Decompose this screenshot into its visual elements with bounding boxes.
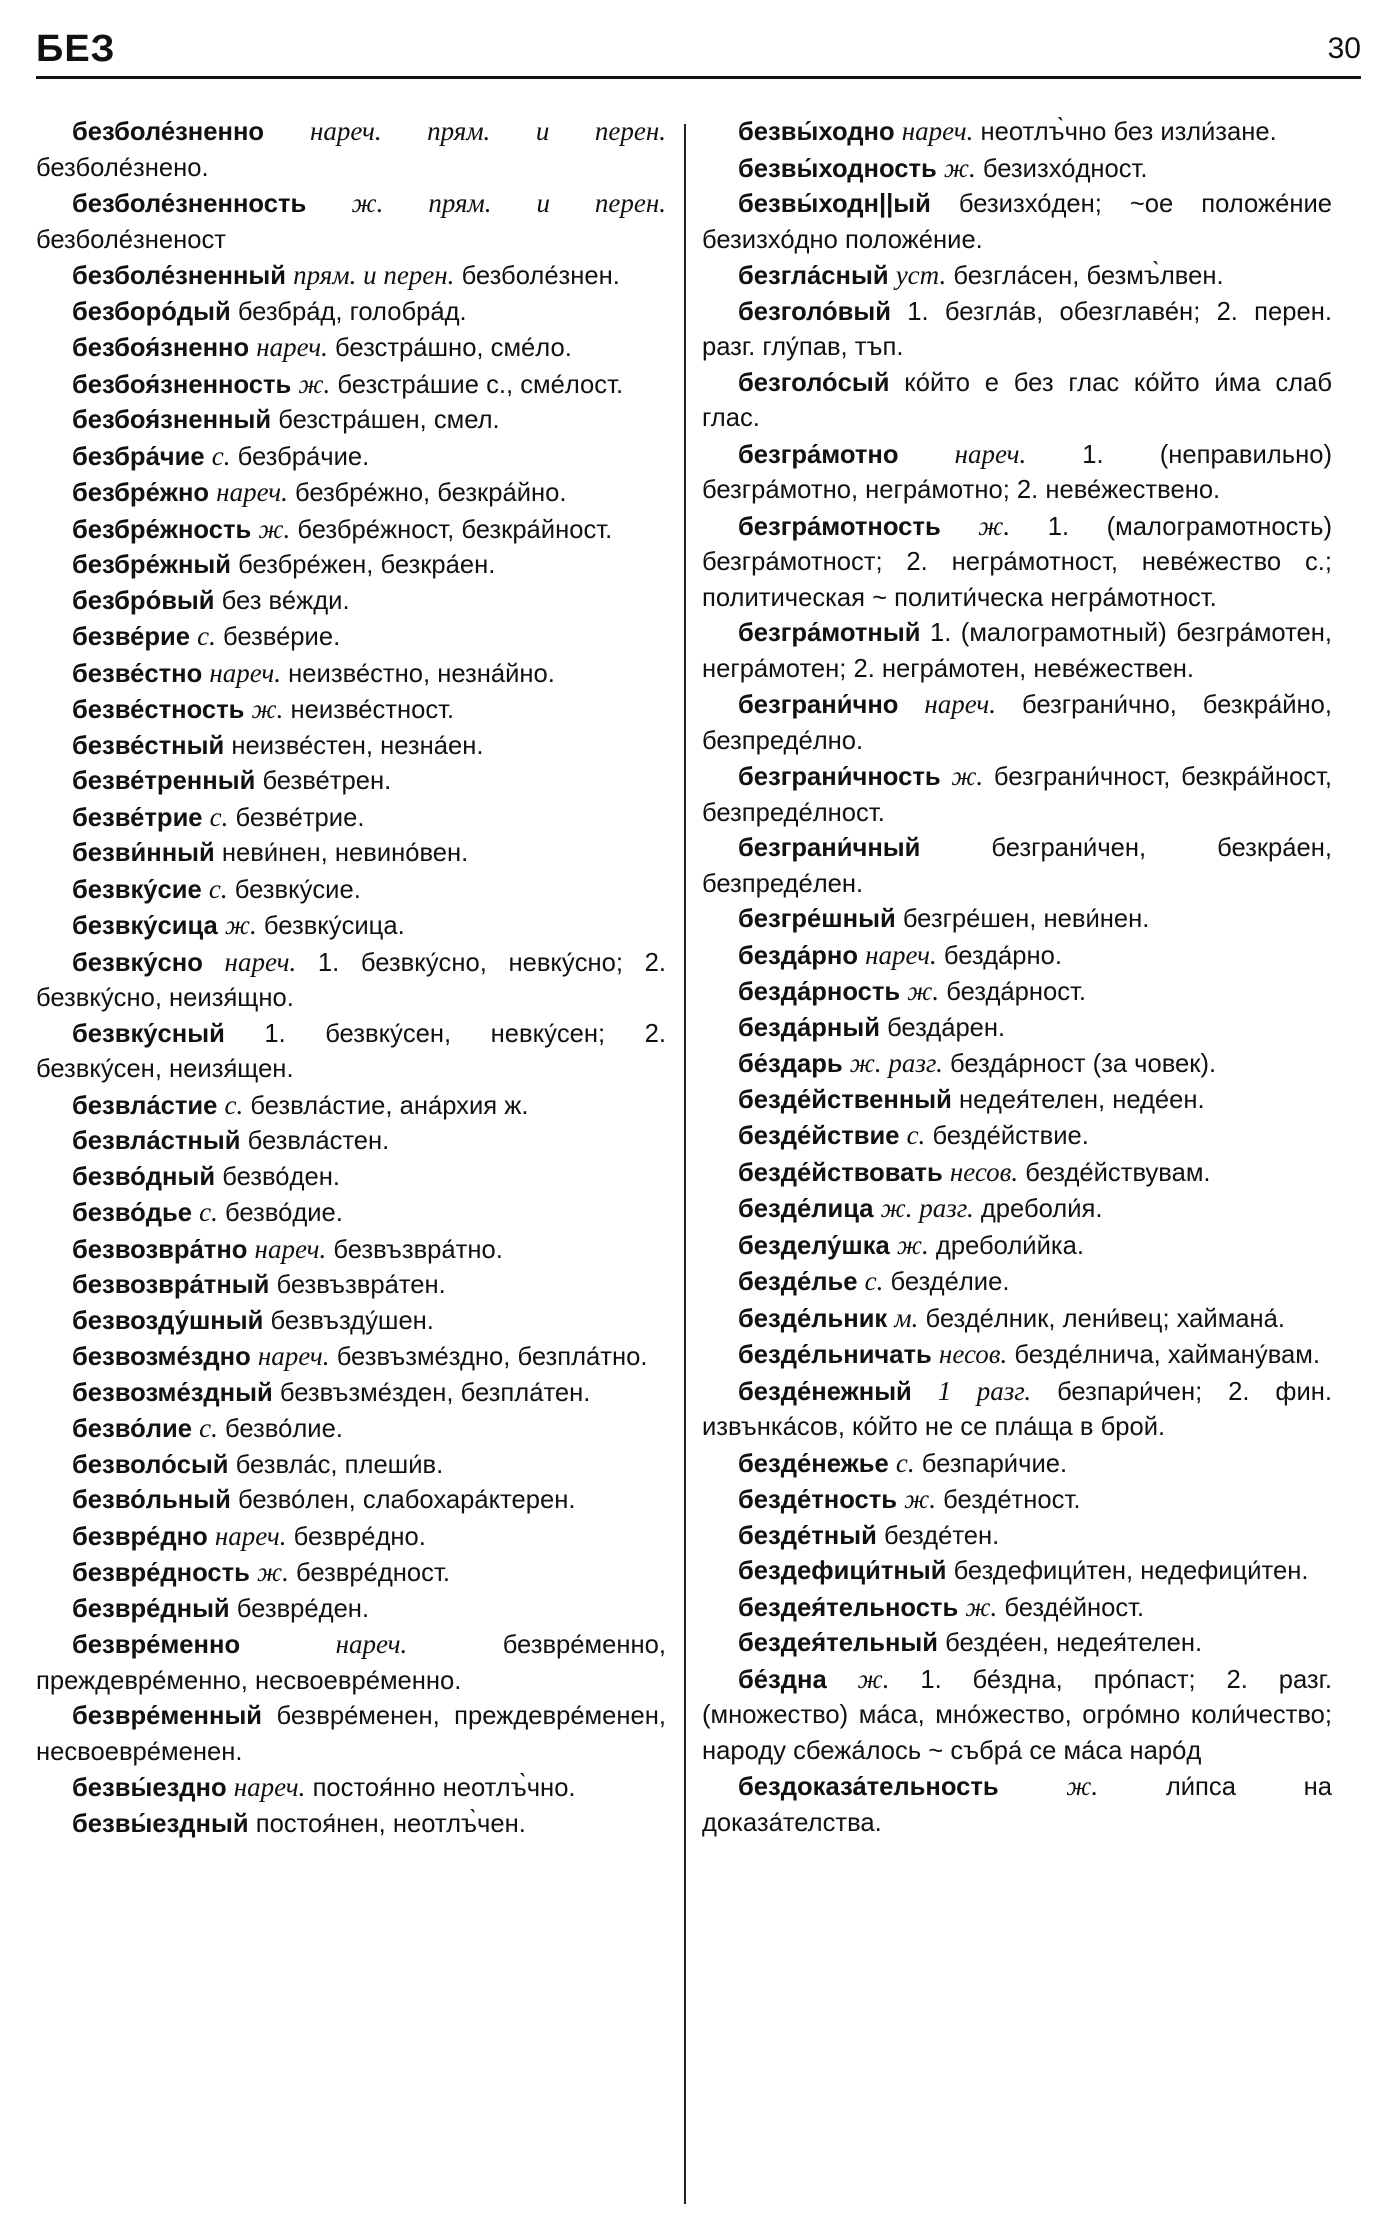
dictionary-entry: [36, 1483, 666, 1519]
translation: безде́лие.: [890, 1268, 1010, 1296]
dictionary-entry: [702, 1446, 1332, 1483]
translation: безгре́шен, неви́нен.: [902, 905, 1150, 933]
translation: безда́рност (за човек).: [949, 1050, 1217, 1078]
dictionary-entry: [36, 475, 666, 512]
dictionary-entry: [36, 836, 666, 872]
translation: безво́дие.: [225, 1199, 343, 1227]
dictionary-entry: [36, 1411, 666, 1448]
grammar-label: несов.: [938, 1339, 1008, 1369]
dictionary-entry: [702, 1626, 1332, 1662]
headword: безвку́сный: [72, 1019, 225, 1048]
dictionary-entry: [36, 1770, 666, 1807]
grammar-label: ж.: [978, 510, 1011, 541]
grammar-label: ж. прям. и перен.: [351, 188, 666, 218]
headword: безвы́ездно: [72, 1774, 227, 1802]
headword: безве́стно: [72, 659, 203, 688]
dictionary-entry: [36, 1448, 666, 1484]
dictionary-entry: [702, 1046, 1332, 1083]
translation: неви́нен, невино́вен.: [221, 839, 469, 867]
dictionary-entry: [36, 584, 666, 620]
right-column: [702, 114, 1332, 1841]
headword: безда́рно: [738, 941, 858, 970]
translation: безграни́чност, безкра́йност, безпреде́лност.: [702, 763, 1332, 827]
translation: безде́йност.: [1004, 1593, 1145, 1622]
dictionary-entry: [36, 295, 666, 331]
headword: безде́нежье: [738, 1449, 889, 1478]
headword: безборо́дый: [72, 297, 231, 326]
dictionary-entry: [702, 258, 1332, 295]
headword: безбоя́зненно: [72, 334, 250, 362]
translation: безве́рие.: [222, 623, 341, 651]
grammar-label: прям. и перен.: [293, 260, 455, 290]
translation: безвла́стен.: [247, 1127, 390, 1155]
headword: безбоя́зненный: [72, 406, 272, 434]
translation: дреболи́я.: [980, 1195, 1103, 1223]
dictionary-entry: [702, 1228, 1332, 1265]
headword: безвозвра́тно: [72, 1235, 248, 1264]
dictionary-entry: [36, 1339, 666, 1376]
headword: безголо́сый: [738, 368, 890, 397]
headword: безболе́зненно: [72, 118, 265, 146]
headword: безде́тный: [738, 1521, 877, 1550]
translation: 1. безвку́сен, невку́сен; 2. безвку́сен, неизя́щен.: [36, 1019, 666, 1083]
grammar-label: ж. разг.: [880, 1193, 974, 1223]
dictionary-entry: [702, 1301, 1332, 1338]
dictionary-entry: [36, 800, 666, 837]
translation: безвъзме́здно, безпла́тно.: [336, 1343, 648, 1371]
headword: безбре́жность: [72, 515, 252, 544]
translation: 1. (неправильно) безгра́мотно, негра́мотно; 2. неве́жествено.: [702, 440, 1332, 504]
grammar-label: нареч.: [954, 438, 1027, 469]
translation: безизхо́ден; ~ое положе́ние безизхо́дно положе́ние.: [702, 190, 1332, 254]
translation: безде́лник, лени́вец; хаймана́.: [925, 1304, 1286, 1333]
headword: безде́йственный: [738, 1085, 952, 1114]
running-head: БЕЗ: [36, 28, 129, 71]
grammar-label: ж.: [251, 694, 284, 724]
translation: безвъзвра́тен.: [276, 1271, 446, 1299]
translation: безде́ен, недея́телен.: [945, 1629, 1203, 1657]
translation: безво́лие.: [225, 1415, 343, 1443]
dictionary-entry: [702, 295, 1332, 366]
translation: безде́тен.: [883, 1521, 1000, 1550]
grammar-label: ж.: [904, 1484, 937, 1514]
translation: безболе́знено.: [36, 153, 209, 182]
dictionary-entry: [702, 1519, 1332, 1555]
grammar-label: ж.: [224, 910, 257, 940]
translation: безбре́жност, безкра́йност.: [297, 515, 613, 544]
headword: безграни́чно: [738, 691, 899, 719]
headword: безвку́сно: [72, 948, 203, 977]
grammar-label: ж.: [907, 976, 940, 1006]
dictionary-entry: [36, 367, 666, 404]
headword: безвре́дность: [72, 1559, 250, 1587]
translation: неизве́стност.: [290, 696, 455, 724]
headword: безво́лие: [72, 1415, 193, 1443]
translation: безвре́ден.: [236, 1594, 370, 1623]
dictionary-entry: [36, 1124, 666, 1160]
dictionary-entry: [36, 1088, 666, 1125]
translation: ко́йто е без глас ко́йто и́ма слаб глас.: [702, 368, 1332, 432]
translation: безизхо́дност.: [982, 154, 1148, 183]
translation: недея́телен, неде́ен.: [959, 1085, 1205, 1114]
translation: ли́пса на доказа́телства.: [702, 1773, 1332, 1837]
headword: безвозме́здный: [72, 1378, 273, 1407]
dictionary-entry: [36, 512, 666, 549]
translation: бездефици́тен, недефици́тен.: [953, 1557, 1309, 1585]
dictionary-entry: [36, 1519, 666, 1556]
translation: безвку́сица.: [263, 912, 405, 940]
translation: безвъзвра́тно.: [333, 1235, 503, 1264]
dictionary-entry: [36, 548, 666, 584]
headword: безда́рность: [738, 978, 901, 1006]
grammar-label: нареч.: [214, 1520, 287, 1551]
headword: безвла́стие: [72, 1091, 218, 1120]
dictionary-entry: [702, 437, 1332, 509]
dictionary-entry: [702, 187, 1332, 258]
headword: безвозду́шный: [72, 1306, 264, 1335]
headword: безве́рие: [72, 623, 190, 651]
grammar-label: ж.: [857, 1663, 890, 1694]
translation: безбре́жен, безкра́ен.: [238, 551, 496, 579]
translation: безвре́дно.: [293, 1522, 426, 1551]
translation: безвре́дност.: [296, 1559, 450, 1587]
headword: безда́рный: [738, 1013, 880, 1042]
translation: безде́йствувам.: [1025, 1158, 1211, 1187]
translation: безвла́с, плеши́в.: [235, 1450, 444, 1479]
dictionary-entry: [702, 1374, 1332, 1446]
translation: безвъзду́шен.: [270, 1306, 434, 1335]
dictionary-entry: [36, 330, 666, 367]
grammar-label: несов.: [949, 1156, 1019, 1187]
dictionary-entry: [702, 1769, 1332, 1841]
translation: безве́трен.: [262, 767, 392, 795]
dictionary-entry: [702, 1118, 1332, 1155]
grammar-label: нареч.: [224, 946, 297, 977]
translation: без ве́жди.: [221, 586, 350, 615]
headword: безве́тренный: [72, 767, 256, 795]
headword: безве́стный: [72, 731, 225, 760]
translation: безбра́д, голобра́д.: [237, 297, 467, 326]
headword: безбра́чие: [72, 442, 205, 471]
dictionary-entry: [702, 151, 1332, 188]
page-number: 30: [1314, 32, 1361, 66]
headword: безгла́сный: [738, 262, 889, 290]
grammar-label: ж.: [1066, 1771, 1099, 1801]
grammar-label: ж.: [943, 152, 976, 183]
translation: безболе́зненост: [36, 225, 226, 254]
grammar-label: с.: [199, 1413, 218, 1443]
translation: безда́рно.: [943, 941, 1062, 970]
headword: безгра́мотно: [738, 440, 899, 469]
translation: безстра́шен, смел.: [278, 406, 500, 434]
translation: постоя́нен, неотлъ̀чен.: [255, 1809, 526, 1838]
dictionary-entry: [702, 687, 1332, 759]
translation: безвла́стие, ана́рхия ж.: [250, 1091, 529, 1120]
dictionary-entry: [702, 1155, 1332, 1192]
translation: неизве́стно, незна́йно.: [288, 659, 555, 688]
translation: безвре́менен, преждевре́менен, несвоевре́менен.: [36, 1702, 666, 1766]
headword: безде́льничать: [738, 1341, 932, 1369]
dictionary-entry: [36, 1304, 666, 1340]
grammar-label: уст.: [895, 260, 947, 290]
headword: безви́нный: [72, 839, 215, 867]
dictionary-entry: [702, 114, 1332, 151]
dictionary-entry: [36, 258, 666, 295]
headword: безде́йствовать: [738, 1158, 943, 1187]
dictionary-entry: [36, 692, 666, 729]
headword: бе́здна: [738, 1665, 827, 1694]
grammar-label: с.: [199, 1197, 218, 1227]
dictionary-entry: [36, 114, 666, 186]
translation: постоя́нно неотлъ̀чно.: [312, 1774, 576, 1802]
headword: безгре́шный: [738, 905, 896, 933]
translation: безгла́сен, безмъ̀лвен.: [953, 262, 1224, 290]
headword: безвы́ходность: [738, 154, 937, 183]
dictionary-entry: [36, 1627, 666, 1699]
headword: безволо́сый: [72, 1450, 229, 1479]
translation: безда́рност.: [946, 978, 1087, 1006]
grammar-label: нареч.: [924, 689, 997, 719]
headword: безвы́ходно: [738, 118, 895, 146]
grammar-label: 1 разг.: [937, 1375, 1032, 1406]
headword: безде́йствие: [738, 1122, 900, 1150]
dictionary-entry: [36, 403, 666, 439]
translation: неизве́стен, незна́ен.: [231, 731, 484, 760]
grammar-label: ж.: [298, 368, 331, 399]
translation: безстра́шно, сме́ло.: [335, 334, 572, 362]
grammar-label: с.: [211, 440, 231, 471]
dictionary-entry: [36, 1160, 666, 1196]
dictionary-entry: [36, 872, 666, 909]
translation: безве́трие.: [235, 803, 365, 832]
dictionary-entry: [36, 1232, 666, 1269]
translation: безграни́чен, безкра́ен, безпреде́лен.: [702, 834, 1332, 898]
dictionary-entry: [36, 945, 666, 1017]
headword: безграни́чность: [738, 763, 941, 791]
headword: безде́нежный: [738, 1377, 912, 1406]
headword: безбре́жно: [72, 479, 210, 507]
grammar-label: ж.: [258, 513, 291, 544]
headword: бездея́тельный: [738, 1629, 938, 1657]
dictionary-entry: [702, 938, 1332, 975]
dictionary-entry: [36, 1555, 666, 1592]
translation: безпари́чен; 2. фин. извънка́сов, ко́йто не се пла́ща в брой.: [702, 1377, 1332, 1441]
translation: безстра́шие с., сме́лост.: [337, 370, 624, 399]
headword: безбоя́зненность: [72, 370, 292, 399]
headword: безвре́дный: [72, 1594, 230, 1623]
dictionary-entry: [702, 509, 1332, 617]
headword: безвы́ходн||ый: [738, 190, 931, 218]
grammar-label: с.: [906, 1120, 926, 1150]
headword: безголо́вый: [738, 297, 891, 326]
dictionary-entry: [702, 1011, 1332, 1047]
grammar-label: ж.: [896, 1229, 929, 1260]
dictionary-entry: [36, 764, 666, 800]
grammar-label: с.: [197, 621, 216, 651]
headword: безгра́мотный: [738, 619, 921, 647]
grammar-label: нареч.: [209, 657, 282, 688]
translation: безбре́жно, безкра́йно.: [294, 479, 567, 507]
translation: 1. безвку́сно, невку́сно; 2. безвку́сно, неизя́щно.: [36, 948, 666, 1012]
translation: 1. бе́здна, про́паст; 2. разг. (множество) ма́са, мно́жество, огро́мно коли́чество; народу сбежа́лось ~ събра́ се ма́са наро́д: [702, 1665, 1332, 1765]
grammar-label: нареч. прям. и перен.: [309, 116, 666, 146]
grammar-label: нареч.: [865, 939, 937, 970]
translation: безда́рен.: [887, 1013, 1006, 1042]
dictionary-entry: [36, 656, 666, 693]
headword: бездефици́тный: [738, 1557, 947, 1585]
headword: безвку́сица: [72, 912, 218, 940]
headword: безво́льный: [72, 1486, 231, 1514]
grammar-label: с.: [864, 1266, 884, 1296]
translation: безвъзме́зден, безпла́тен.: [279, 1378, 591, 1407]
headword: безбре́жный: [72, 551, 231, 579]
headword: безгра́мотность: [738, 512, 941, 541]
headword: бездея́тельность: [738, 1593, 959, 1622]
dictionary-entry: [702, 616, 1332, 687]
dictionary-entry: [702, 1264, 1332, 1301]
dictionary-entry: [36, 1268, 666, 1304]
grammar-label: нареч.: [216, 477, 288, 507]
dictionary-entry: [702, 1083, 1332, 1119]
headword: безде́лица: [738, 1195, 874, 1223]
headword: безвозме́здно: [72, 1343, 251, 1371]
headword: безделу́шка: [738, 1231, 890, 1260]
grammar-label: ж.: [951, 761, 984, 791]
translation: безболе́знен.: [461, 262, 620, 290]
dictionary-entry: [36, 439, 666, 476]
headword: безвре́дно: [72, 1522, 208, 1551]
dictionary-entry: [36, 1807, 666, 1843]
headword: безво́дье: [72, 1199, 193, 1227]
dictionary-entry: [36, 619, 666, 656]
dictionary-entry: [702, 1482, 1332, 1519]
translation: безпари́чие.: [921, 1449, 1068, 1478]
dictionary-entry: [36, 186, 666, 258]
dictionary-entry: [702, 366, 1332, 437]
grammar-label: ж.: [257, 1557, 289, 1587]
headword: бездоказа́тельность: [738, 1773, 999, 1801]
translation: безбра́чие.: [237, 442, 370, 471]
headword: безболе́зненность: [72, 190, 307, 218]
grammar-label: нареч.: [254, 1233, 327, 1264]
headword: безвла́стный: [72, 1127, 241, 1155]
dictionary-entry: [702, 974, 1332, 1011]
dictionary-entry: [36, 908, 666, 945]
dictionary-entry: [702, 1191, 1332, 1228]
headword: безграни́чный: [738, 834, 921, 862]
translation: безде́лнича, хайману́вам.: [1014, 1341, 1320, 1369]
dictionary-entry: [702, 759, 1332, 831]
left-column: [36, 114, 666, 1842]
translation: 1. безгла́в, обезглаве́н; 2. перен. разг. глу́пав, тъп.: [702, 297, 1332, 361]
grammar-label: нареч.: [335, 1629, 408, 1659]
translation: безвре́менно, преждевре́менно, несвоевре́менно.: [36, 1631, 666, 1695]
dictionary-entry: [702, 1554, 1332, 1590]
translation: безво́ден.: [222, 1162, 340, 1191]
page-header: [36, 20, 1361, 79]
translation: безде́йствие.: [932, 1122, 1089, 1150]
dictionary-entry: [36, 1699, 666, 1770]
headword: безвре́менный: [72, 1702, 263, 1730]
grammar-label: нареч.: [901, 116, 974, 146]
grammar-label: ж. разг.: [849, 1048, 943, 1078]
headword: бе́здарь: [738, 1050, 843, 1078]
translation: безграни́чно, безкра́йно, безпреде́лно.: [702, 691, 1332, 755]
dictionary-entry: [702, 902, 1332, 938]
headword: безво́дный: [72, 1162, 216, 1191]
translation: 1. (малограмотный) безгра́мотен, негра́мотен; 2. негра́мотен, неве́жествен.: [702, 619, 1332, 683]
headword: безде́льник: [738, 1304, 888, 1333]
dictionary-entry: [36, 1195, 666, 1232]
headword: безве́трие: [72, 803, 203, 832]
headword: безде́тность: [738, 1486, 898, 1514]
headword: безвку́сие: [72, 875, 202, 904]
translation: дреболи́йка.: [935, 1231, 1084, 1260]
dictionary-entry: [36, 1376, 666, 1412]
headword: безве́стность: [72, 696, 245, 724]
grammar-label: нареч.: [256, 332, 328, 362]
headword: безвре́менно: [72, 1631, 241, 1659]
dictionary-entry: [702, 1590, 1332, 1627]
column-divider: [684, 124, 686, 2204]
grammar-label: ж.: [965, 1591, 998, 1622]
grammar-label: нареч.: [257, 1341, 330, 1371]
translation: неотлъ̀чно без изли́зане.: [980, 118, 1277, 146]
grammar-label: с.: [208, 873, 228, 904]
grammar-label: с.: [209, 801, 229, 832]
grammar-label: с.: [895, 1447, 915, 1478]
translation: 1. (малограмотность) безгра́мотност; 2. негра́мотност, неве́жество с.; политическая ~ полити́ческа негра́мотност.: [702, 512, 1332, 612]
translation: безвку́сие.: [234, 875, 361, 904]
dictionary-entry: [36, 729, 666, 765]
grammar-label: нареч.: [233, 1772, 306, 1802]
grammar-label: с.: [224, 1089, 244, 1120]
headword: безвозвра́тный: [72, 1271, 270, 1299]
dictionary-entry: [702, 831, 1332, 902]
translation: безде́тност.: [943, 1486, 1081, 1514]
headword: безбро́вый: [72, 586, 215, 615]
dictionary-entry: [702, 1337, 1332, 1374]
headword: безболе́зненный: [72, 262, 287, 290]
dictionary-entry: [36, 1017, 666, 1088]
translation: безво́лен, слабохара́ктерен.: [237, 1486, 576, 1514]
headword: безвы́ездный: [72, 1809, 249, 1838]
dictionary-entry: [36, 1592, 666, 1628]
headword: безде́лье: [738, 1268, 858, 1296]
grammar-label: м.: [894, 1302, 919, 1333]
dictionary-entry: [702, 1662, 1332, 1770]
